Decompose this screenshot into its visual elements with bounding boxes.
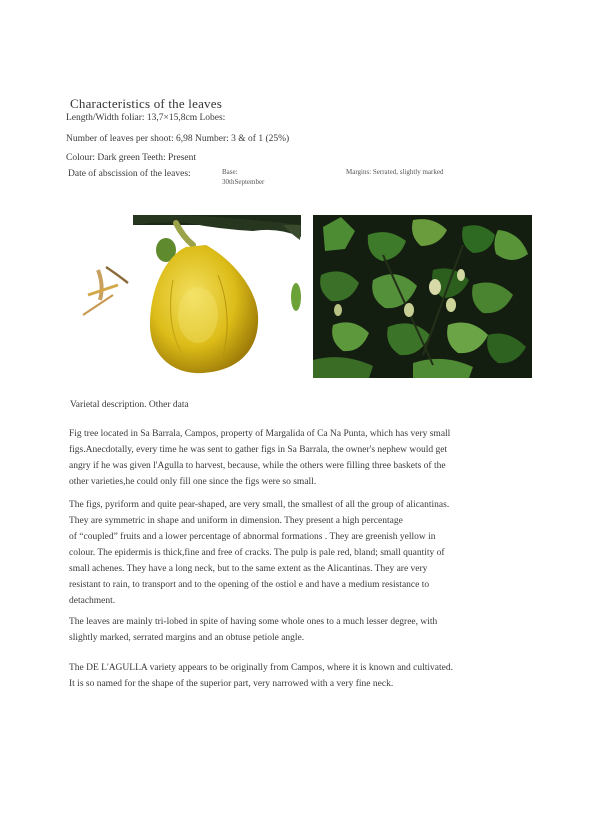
- paragraph-line: resistant to rain, to transport and to the opening of the ostiol e and have a medium resistance to: [69, 580, 430, 590]
- leaves-per-shoot-field: Number of leaves per shoot: 6,98 Number: 3 & of 1 (25%): [66, 134, 290, 144]
- paragraph-line: figs.Anecdotally, every time he was sent to gather figs in Sa Barrala, the owner's nephew would get: [69, 445, 448, 455]
- paragraph-line: angry if he was given l'Agulla to harvest, because, while the others were filling three baskets of the: [69, 461, 446, 471]
- paragraph-line: Fig tree located in Sa Barrala, Campos, property of Margalida of Ca Na Punta, which has very small: [69, 429, 451, 439]
- description-paragraph-3: [69, 614, 437, 646]
- leaf-characteristics-heading: Characteristics of the leaves: [70, 96, 222, 111]
- fig-fruit-photo: [78, 215, 301, 385]
- abscission-label: Date of abscission of the leaves:: [68, 169, 191, 179]
- margins-field: Margins: Serrated, slightly marked: [346, 168, 444, 176]
- paragraph-line: detachment.: [69, 596, 116, 606]
- paragraph-line: The DE L'AGULLA variety appears to be originally from Campos, where it is known and cultivated.: [69, 663, 453, 673]
- paragraph-line: other varieties,he could only fill one since the figs were so small.: [69, 477, 317, 487]
- abscission-value-line1: Base:: [222, 168, 238, 176]
- description-paragraph-2: [69, 497, 449, 609]
- section-title: Varietal description. Other data: [70, 400, 189, 410]
- colour-teeth-field: Colour: Dark green Teeth: Present: [66, 153, 197, 163]
- abscission-value-line2: 30thSeptember: [222, 178, 265, 186]
- paragraph-line: It is so named for the shape of the superior part, very narrowed with a very fine neck.: [69, 679, 394, 689]
- paragraph-line: slightly marked, serrated margins and an obtuse petiole angle.: [69, 633, 305, 643]
- paragraph-line: of “coupled” fruits and a lower percentage of abnormal formations . They are greenish yellow in: [69, 532, 436, 542]
- description-paragraph-4: [69, 660, 453, 692]
- length-width-field: Length/Width foliar: 13,7×15,8cm Lobes:: [66, 113, 226, 123]
- paragraph-line: They are symmetric in shape and uniform in dimension. They present a high percentage: [69, 516, 403, 526]
- paragraph-line: small achenes. They have a long neck, but to the same extent as the Alicantinas. They are very: [69, 564, 428, 574]
- paragraph-line: colour. The epidermis is thick,fine and free of cracks. The pulp is pale red, bland; small quantity of: [69, 548, 445, 558]
- paragraph-line: The figs, pyriform and quite pear-shaped, are very small, the smallest of all the group of alicantinas.: [69, 500, 450, 510]
- description-paragraph-1: [69, 426, 450, 490]
- fig-tree-leaves-photo: [313, 215, 532, 378]
- paragraph-line: The leaves are mainly tri-lobed in spite of having some whole ones to a much lesser degree, with: [69, 617, 438, 627]
